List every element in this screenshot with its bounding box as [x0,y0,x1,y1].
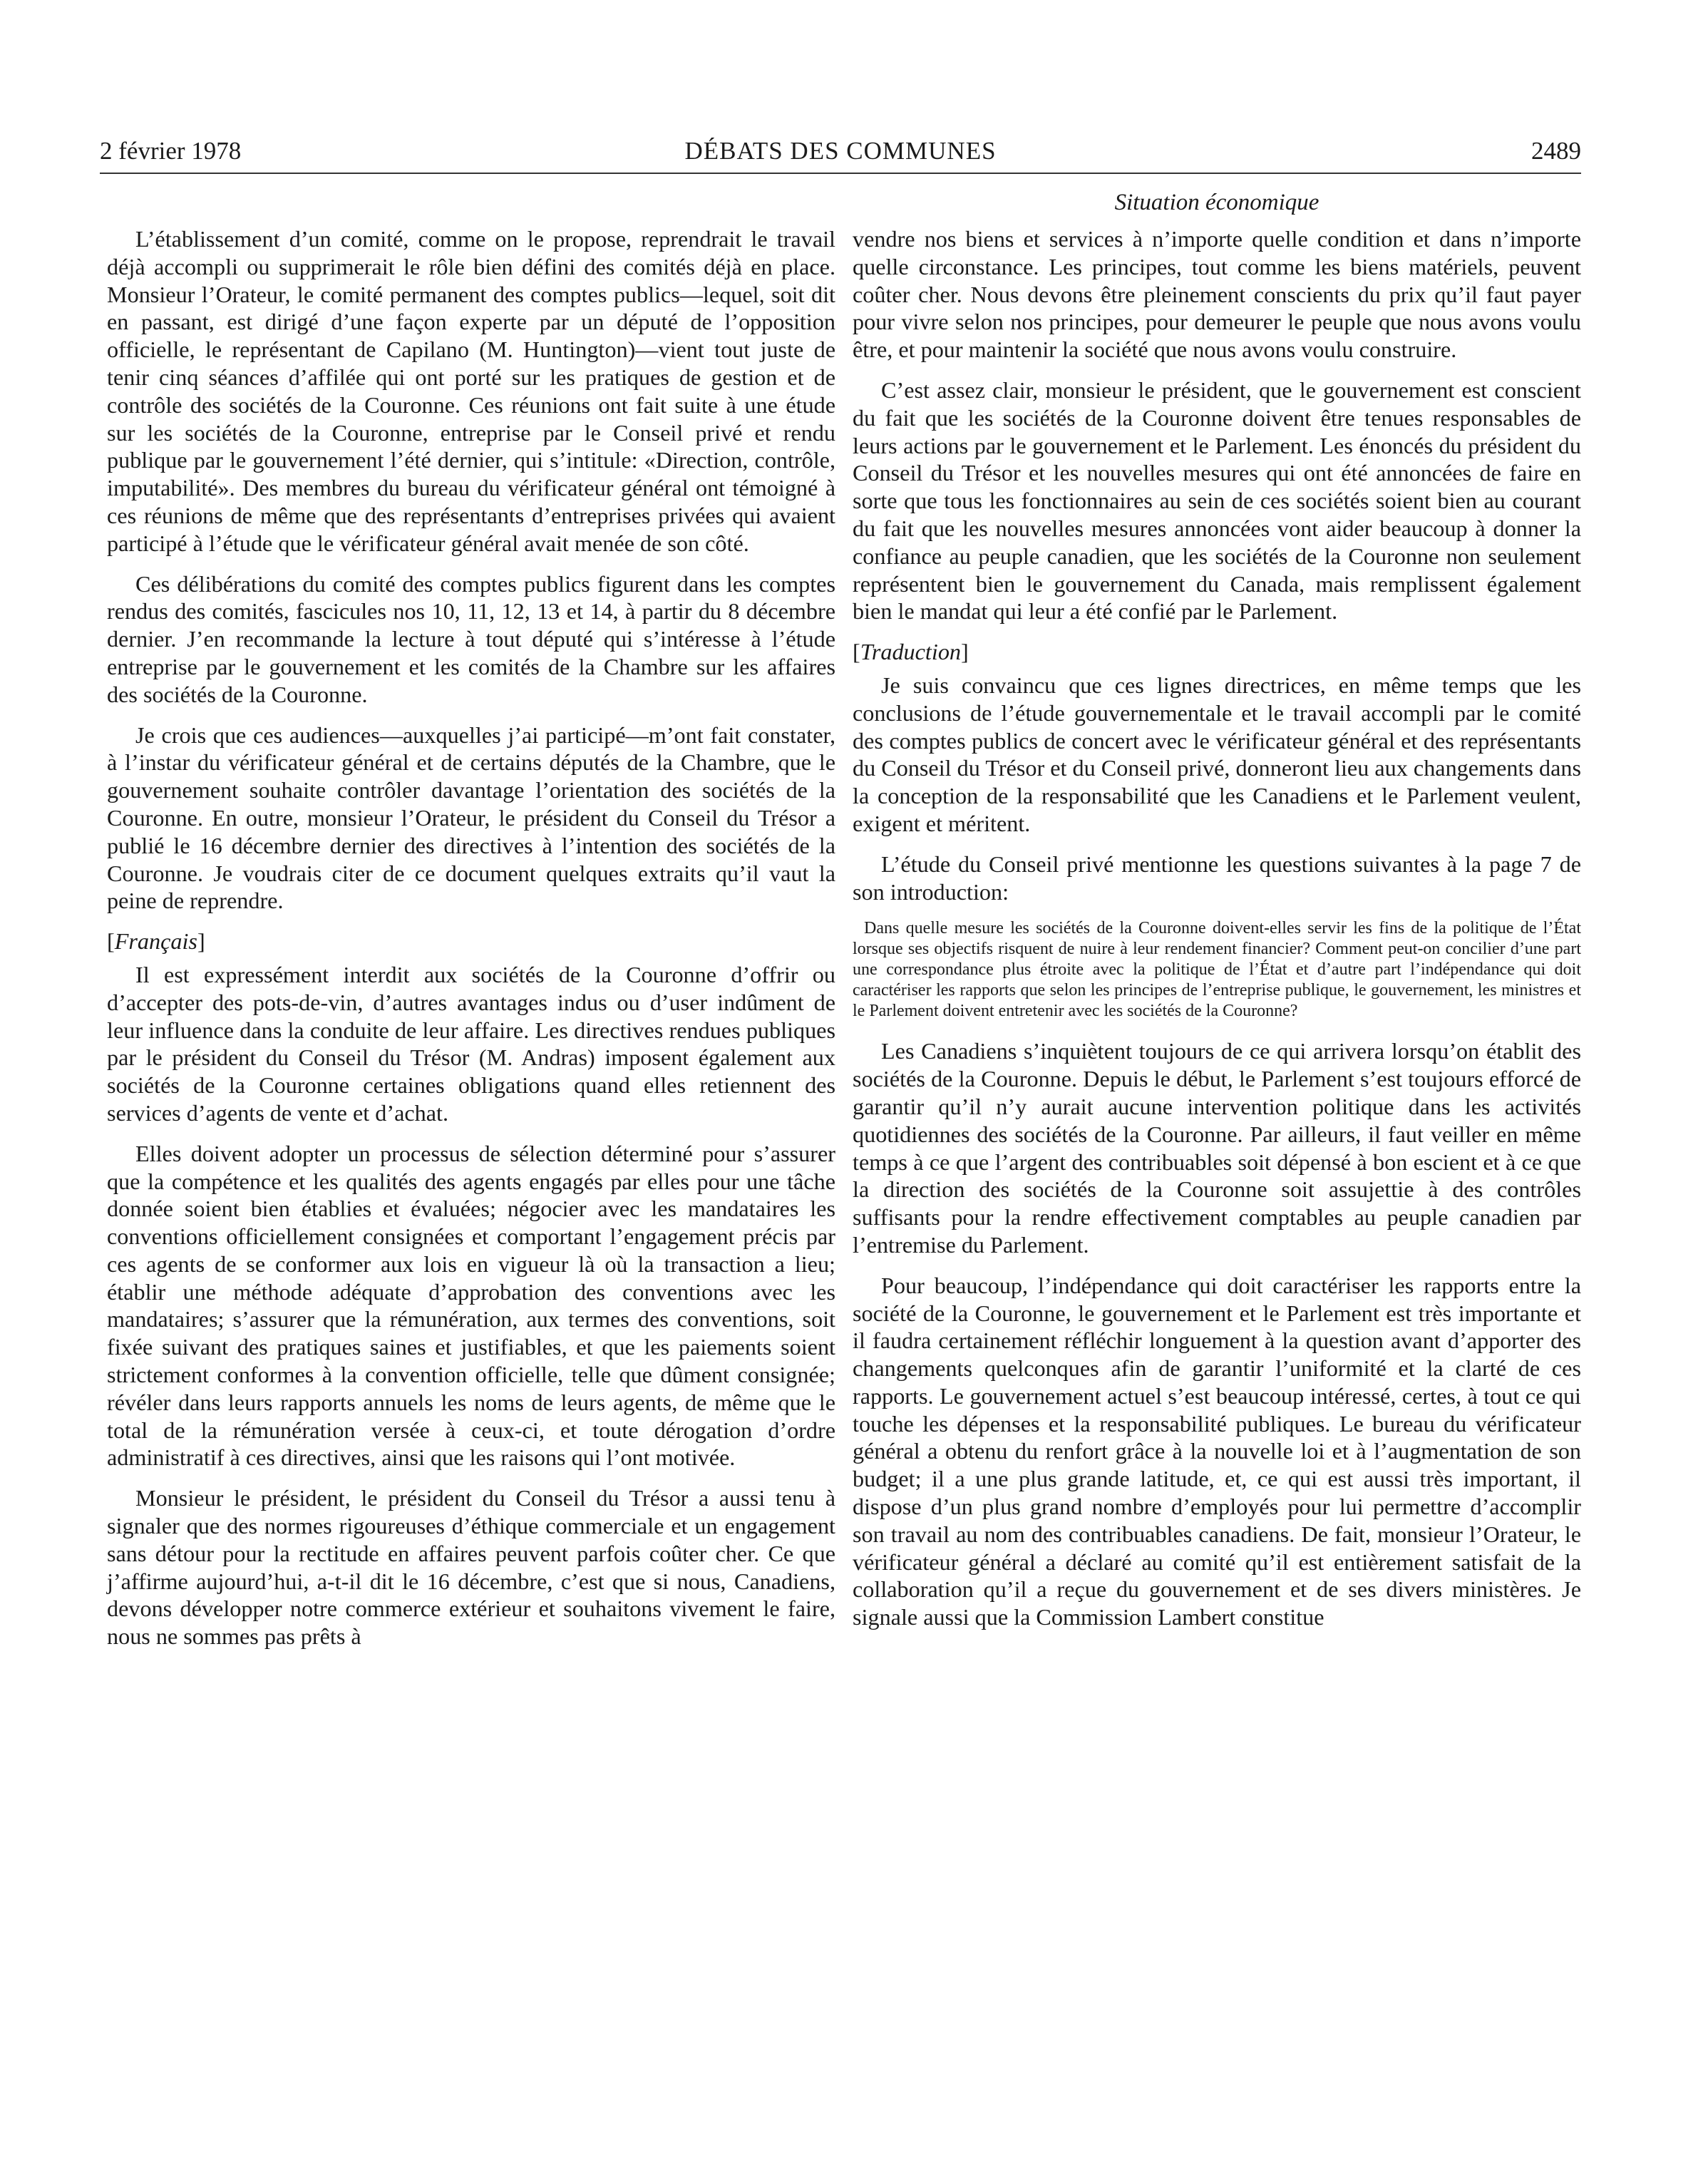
language-tag-text: Traduction [860,639,962,665]
paragraph: Pour beaucoup, l’indépendance qui doit caractériser les rapports entre la société de la Couronne, le gouvernement et le Parlement est très importante et il faudra certainement réfléchir longuement à la question avant d’apporter des changements quelconques afin de garantir l’uniformité et la clarté de ces rapports. Le gouvernement actuel s’est beaucoup intéressé, certes, à tout ce qui touche les dépenses et la responsabilité publiques. Le bureau du vérificateur général a obtenu du renfort grâce à la nouvelle loi et à l’augmentation de son budget; il a une plus grande latitude, et, ce qui est aussi très important, il dispose d’un plus grand nombre d’employés pour lui permettre d’accomplir son travail au nom des contribuables canadiens. De fait, monsieur l’Orateur, le vérificateur général a déclaré au comité qu’il est entièrement satisfait de la collaboration qu’il a reçue du gouvernement et de ses divers ministères. Je signale aussi que la Commission Lambert constitue [853,1272,1581,1630]
paragraph: L’établissement d’un comité, comme on le propose, reprendrait le travail déjà accompli ou supprimerait le rôle bien défini des comités déjà en place. Monsieur l’Orateur, le comité permanent des comptes publics—lequel, soit dit en passant, est dirigé d’une façon experte par un député de l’opposition officielle, le représentant de Capilano (M. Huntington)—vient tout juste de tenir cinq séances d’affilée qui ont porté sur les pratiques de gestion et de contrôle des sociétés de la Couronne. Ces réunions ont fait suite à une étude sur les sociétés de la Couronne, entreprise par le Conseil privé et rendu publique par le gouvernement l’été dernier, qui s’intitule: «Direction, contrôle, imputabilité». Des membres du bureau du vérificateur général ont témoigné à ces réunions de même que des représentants d’entreprises privées qui avaient participé à l’étude que le vérificateur général avait menée de son côté. [107,226,835,556]
header-title: DÉBATS DES COMMUNES [684,137,997,165]
left-column [107,225,835,1663]
paragraph: Ces délibérations du comité des comptes publics figurent dans les comptes rendus des comités, fascicules nos 10, 11, 12, 13 et 14, à partir du 8 décembre dernier. J’en recommande la lecture à tout député qui s’intéresse à l’étude entreprise par le gouvernement et les comités de la Chambre sur les affaires des sociétés de la Couronne. [107,570,835,707]
right-column [853,225,1581,1644]
paragraph: Il est expressément interdit aux sociétés de la Couronne d’offrir ou d’accepter des pots-de-vin, d’autres avantages indus ou d’user indûment de leur influence dans la conduite de leur affaire. Les directives rendues publiques par le président du Conseil du Trésor (M. Andras) imposent également aux sociétés de la Couronne certaines obligations quand elles retiennent des services d’agents de vente et d’achat. [107,961,835,1126]
paragraph: Elles doivent adopter un processus de sélection déterminé pour s’assurer que la compétence et les qualités des agents engagés par elles pour une tâche donnée soient bien établies et évaluées; négocier avec les mandataires les conventions officiellement consignées et comportant l’engagement précis par ces agents de se conformer aux lois en vigueur là où la transaction a lieu; établir une méthode adéquate d’approbation des conventions avec les mandataires; s’assurer que la rémunération, aux termes des conventions, soit fixée suivant des pratiques saines et justifiables, et que les paiements soient strictement conformes à la convention officielle, telle que dûment consignée; révéler dans leurs rapports annuels les noms de leurs agents, de même que le total de la rémunération versée à ceux-ci, et toute dérogation d’ordre administratif à ces directives, ainsi que les raisons qui l’ont motivée. [107,1140,835,1471]
paragraph: C’est assez clair, monsieur le président, que le gouvernement est conscient du fait que les sociétés de la Couronne doivent être tenues responsables de leurs actions par le gouvernement et le Parlement. Les énoncés du président du Conseil du Trésor et les nouvelles mesures qui ont été annoncées de faire en sorte que tous les fonctionnaires au sein de ces sociétés soient bien au courant du fait que les nouvelles mesures annoncées vont aider beaucoup à donner la confiance au peuple canadien, que les sociétés de la Couronne non seulement représentent bien le gouvernement du Canada, mais remplissent également bien le mandat qui leur a été confié par le Parlement. [853,376,1581,625]
paragraph: vendre nos biens et services à n’importe quelle condition et dans n’importe quelle circonstance. Les principes, tout comme les biens matériels, peuvent coûter cher. Nous devons être pleinement conscients du prix qu’il faut payer pour vivre selon nos principes, pour demeurer le peuple que nous avons voulu être, et pour maintenir la société que nous avons voulu construire. [853,226,1581,363]
section-title: Situation économique [1114,190,1319,215]
paragraph: Je suis convaincu que ces lignes directrices, en même temps que les conclusions de l’étude gouvernementale et le travail accompli par le comité des comptes publics de concert avec le vérificateur général et des représentants du Conseil du Trésor et du Conseil privé, donneront lieu aux changements dans la conception de la responsabilité que les Canadiens et le Parlement veulent, exigent et méritent. [853,672,1581,836]
paragraph: Les Canadiens s’inquiètent toujours de ce qui arrivera lorsqu’on établit des sociétés de la Couronne. Depuis le début, le Parlement s’est toujours efforcé de garantir qu’il n’y aurait aucune intervention politique dans les activités quotidiennes des sociétés de la Couronne. Par ailleurs, il faut veiller en même temps à ce que l’argent des contribuables soit dépensé à bon escient et à ce que la direction des sociétés de la Couronne soit assujettie à des contrôles suffisants pour la rendre effectivement comptables au peuple canadien par l’entremise du Parlement. [853,1038,1581,1258]
header-date: 2 février 1978 [100,137,242,165]
paragraph: L’étude du Conseil privé mentionne les questions suivantes à la page 7 de son introduction: [853,851,1581,905]
language-tag-text: Français [114,928,197,955]
language-tag: [Traduction] [853,639,969,665]
page-header [100,135,1581,174]
paragraph: Je crois que ces audiences—auxquelles j’ai participé—m’ont fait constater, à l’instar du vérificateur général et de certains députés de la Chambre, que le gouvernement souhaite contrôler davantage l’orientation des sociétés de la Couronne. En outre, monsieur l’Orateur, le président du Conseil du Trésor a publié le 16 décembre dernier des directives à l’intention des sociétés de la Couronne. Je voudrais citer de ce document quelques extraits qu’il vaut la peine de reprendre. [107,721,835,914]
paragraph: Monsieur le président, le président du Conseil du Trésor a aussi tenu à signaler que des normes rigoureuses d’éthique commerciale et un engagement sans détour pour la rectitude en affaires peuvent parfois coûter cher. Ce que j’affirme aujourd’hui, a-t-il dit le 16 décembre, c’est que si nous, Canadiens, devons développer notre commerce extérieur et souhaitons vivement le faire, nous ne sommes pas prêts à [107,1485,835,1650]
block-quote: Dans quelle mesure les sociétés de la Couronne doivent-elles servir les fins de la politique de l’État lorsque ses objectifs risquent de nuire à leur rendement financier? Comment peut-on concilier d’une part une correspondance plus étroite avec la politique de l’État et d’autre part l’indépendance qui doit caractériser les rapports que selon les principes de l’entreprise publique, le gouvernement, les ministres et le Parlement doivent entretenir avec les sociétés de la Couronne? [853,919,1581,1021]
language-tag: [Français] [107,928,205,955]
page-number: 2489 [1531,137,1581,165]
